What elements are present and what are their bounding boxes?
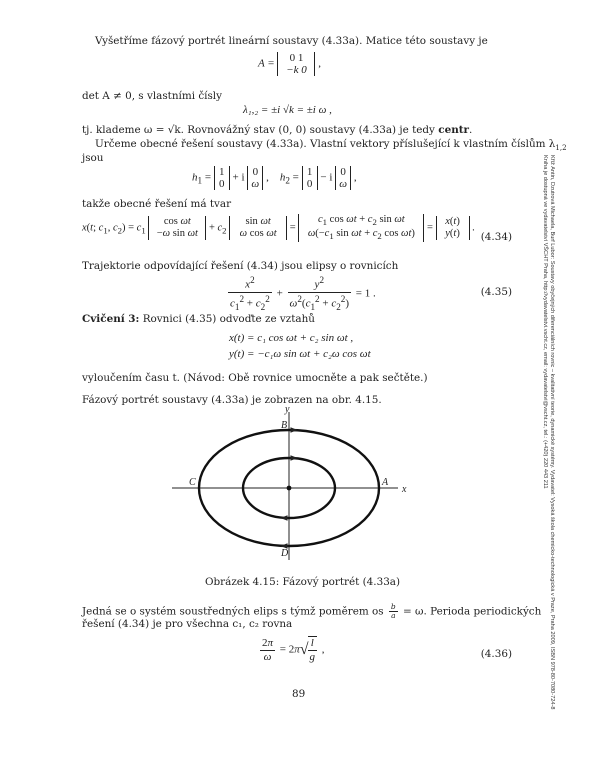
label-A: A — [382, 477, 389, 488]
side-note-line-2: Kniha je dostupná ve vydavatelství VŠCHT Praha, http://vydavatelstvi.vscht.cz, email: vydavatelstvi@vscht.cz, tel.: (+420) 220 443 211 — [542, 155, 548, 489]
centre-text: tj. klademe ω = √k. Rovnovážný stav (0, 0) soustavy (4.33a) je tedy — [82, 124, 439, 136]
matrix-row-1: 0 1 — [289, 52, 304, 64]
paragraph-jsou: jsou — [82, 152, 104, 164]
exercise-text: Rovnici (4.35) odvoďte ze vztahů — [142, 313, 315, 325]
eigenvectors-subscript: 1,2 — [555, 144, 567, 153]
figure-caption: Obrázek 4.15: Fázový portrét (4.33a) — [205, 576, 401, 588]
label-y: y — [285, 404, 290, 415]
equation-4-35: $\frac{x^2}{c_1^2 + c_2^2}$ + $\frac{y^2}{\omega^2(c_1^2 + c_2^2)}$ = 1 . — [230, 275, 376, 312]
centre-dot: . — [469, 124, 473, 136]
matrix-lhs: A = — [258, 57, 275, 70]
label-x: x — [402, 484, 407, 495]
origin-point — [287, 486, 292, 491]
paragraph-period: řešení (4.34) je pro všechna c₁, c₂ rovna — [82, 618, 293, 630]
page-number: 89 — [292, 688, 306, 700]
equation-4-36: $\frac{2\pi}{\omega}$ = 2π√ $\frac{l}{g}$ , — [262, 636, 325, 663]
ellipses-text-a: Jedná se o systém soustředných elips s týmž poměrem os — [82, 605, 384, 618]
label-B: B — [281, 420, 288, 431]
centre-keyword: centr — [438, 124, 470, 136]
paragraph-trajectories: Trajektorie odpovídající řešení (4.34) jsou elipsy o rovnicích — [82, 260, 399, 272]
eigenvalue-equation: λ₁,₂ = ±i √k = ±i ω , — [243, 104, 332, 116]
matrix-row-2: −k 0 — [286, 64, 307, 76]
paragraph-det: det A ≠ 0, s vlastními čísly — [82, 90, 223, 102]
equation-4-34: x(t; $c_1$, $c_2) = c_1$ cos ωt −ω sin ωt + $c_2$ sin ωt ω cos ωt = $c_1$ $\cos \omega t + c_2$ sin ωt $\omega(-c_1$ $\sin \omega t + c_2$ cos ωt) = x(t) y(t) . — [82, 214, 475, 242]
label-C: C — [189, 477, 196, 488]
phase-portrait-figure — [160, 404, 420, 564]
exercise-label: Cvičení 3: — [82, 313, 140, 325]
paragraph-general-solution: takže obecné řešení má tvar — [82, 198, 232, 210]
paragraph-intro: Vyšetříme fázový portrét lineární soustavy (4.33a). Matice této soustavy je — [95, 35, 488, 47]
paragraph-ellipses: Jedná se o systém soustředných elips s týmž poměrem os $\frac{b}{a}$ = ω. Perioda periodických — [82, 602, 542, 620]
paragraph-elimination: vyloučením času t. (Návod: Obě rovnice umocněte a pak sečtěte.) — [82, 372, 428, 384]
matrix-equation: A = 0 1 −k 0 , — [258, 52, 321, 76]
paragraph-figure-ref: Fázový portrét soustavy (4.33a) je zobrazen na obr. 4.15. — [82, 394, 382, 406]
paragraph-eigenvectors — [95, 138, 567, 152]
equation-number-4-34: (4.34) — [480, 231, 512, 243]
ellipses-text-b: = ω. Perioda periodických — [403, 605, 542, 618]
side-note-line-1: Kříž Antin, Dzutrová Michaela, Burf Lubor: Soustavy obyčejných diferenciálních rovnic – kvalitativní teorie, dynamické systémy. Vydavatel: Vysoká škola chemicko-technologická v Praze, Praha 2009, ISBN 978-80-7080-724-8 — [549, 155, 555, 710]
eigenvector-equation: $h_1$ = 1 0 + i 0 ω , $h_2$ = 1 0 − i 0 ω , — [192, 166, 357, 190]
equation-number-4-35: (4.35) — [480, 286, 512, 298]
exercise-eq-x: x(t) = c₁ cos ωt + c₂ sin ωt , — [229, 332, 354, 344]
eigenvectors-text: Určeme obecné řešení soustavy (4.33a). Vlastní vektory příslušející k vlastním číslům λ — [95, 138, 556, 150]
label-D: D — [281, 548, 289, 559]
exercise-eq-y: y(t) = −c₁ω sin ωt + c₂ω cos ωt — [229, 348, 371, 360]
exercise-3 — [82, 313, 315, 325]
paragraph-centre — [82, 124, 472, 136]
equation-number-4-36: (4.36) — [480, 648, 512, 660]
side-note — [541, 155, 555, 775]
